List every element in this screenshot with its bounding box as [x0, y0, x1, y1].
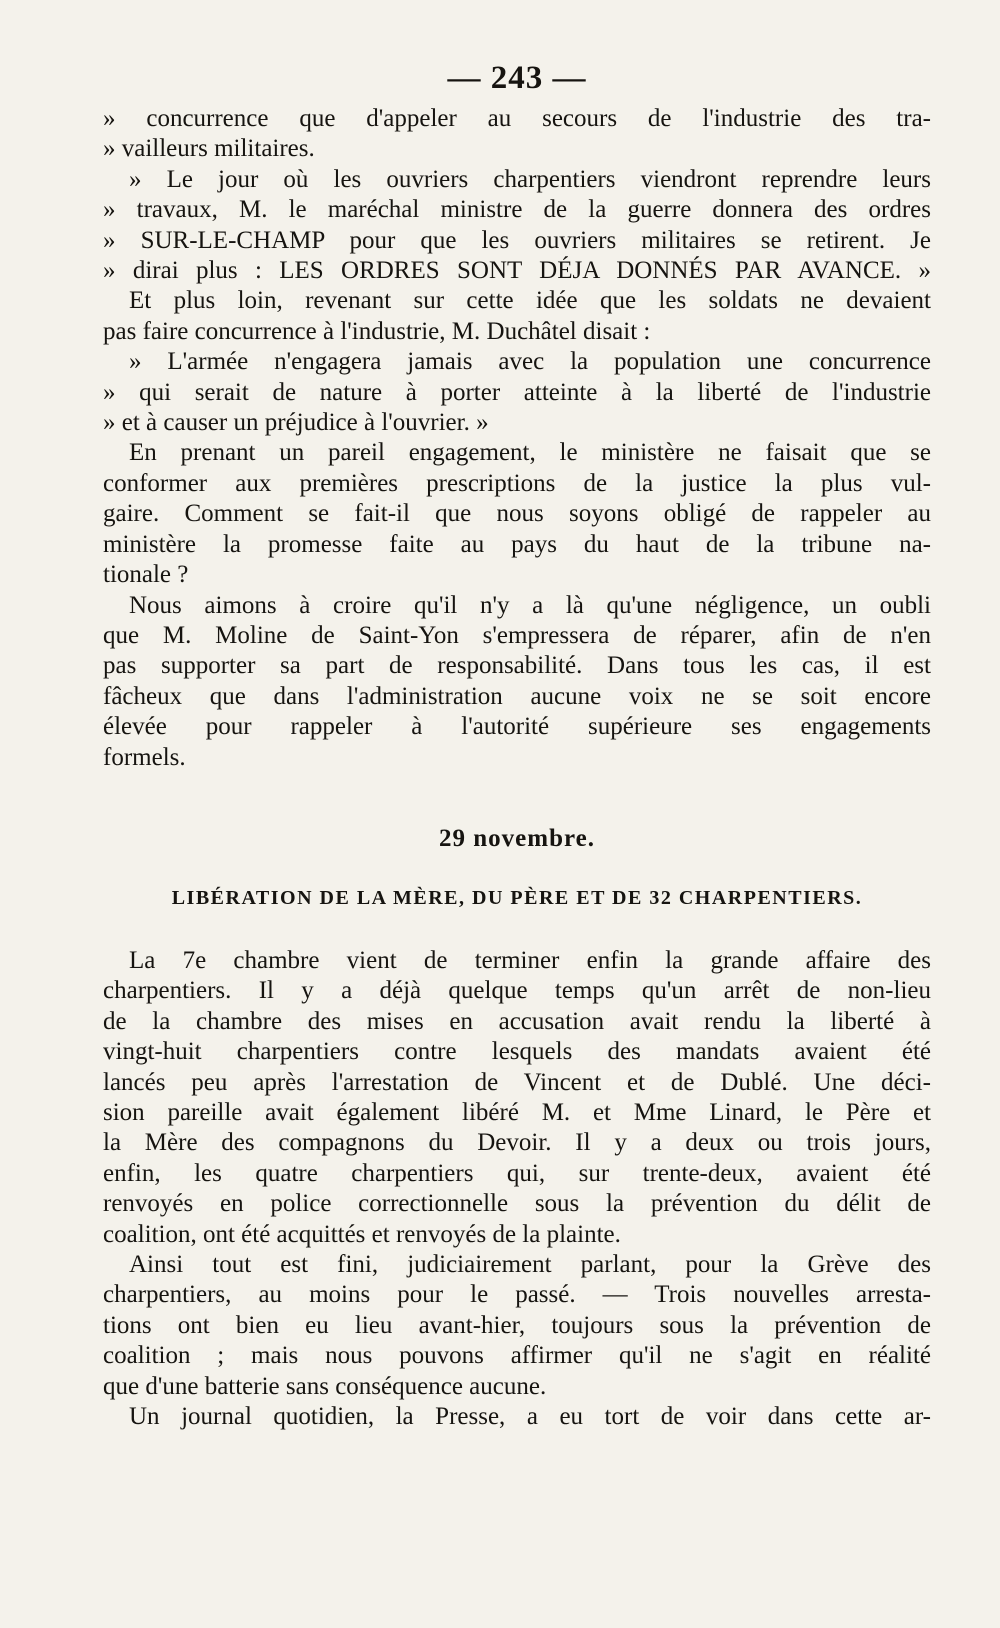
- text-line: » L'armée n'engagera jamais avec la population une concurrence: [129, 348, 931, 376]
- text-line: tionale ?: [103, 561, 189, 589]
- text-line: gaire. Comment se fait-il que nous soyons obligé de rappeler au: [103, 500, 931, 528]
- text-line: lancés peu après l'arrestation de Vincent et de Dublé. Une déci-: [103, 1068, 931, 1096]
- text-line: que M. Moline de Saint-Yon s'empressera de réparer, afin de n'en: [103, 621, 931, 649]
- date-heading: 29 novembre.: [439, 824, 595, 852]
- text-line: Nous aimons à croire qu'il n'y a là qu'une négligence, un oubli: [129, 591, 931, 619]
- text-line: » et à causer un préjudice à l'ouvrier. »: [103, 409, 489, 437]
- text-line: Et plus loin, revenant sur cette idée que les soldats ne devaient: [129, 287, 931, 315]
- text-line: Un journal quotidien, la Presse, a eu tort de voir dans cette ar-: [129, 1403, 931, 1431]
- text-line: La 7e chambre vient de terminer enfin la grande affaire des: [129, 946, 931, 974]
- text-line: » travaux, M. le maréchal ministre de la guerre donnera des ordres: [103, 196, 931, 224]
- text-line: » Le jour où les ouvriers charpentiers viendront reprendre leurs: [129, 165, 931, 193]
- text-line: sion pareille avait également libéré M. et Mme Linard, le Père et: [103, 1098, 931, 1126]
- text-line: » vailleurs militaires.: [103, 135, 315, 163]
- page-number: — 243 —: [447, 60, 587, 96]
- text-line: enfin, les quatre charpentiers qui, sur trente-deux, avaient été: [103, 1159, 931, 1187]
- bottom-text-block: [103, 946, 931, 1433]
- section-heading: LIBÉRATION DE LA MÈRE, DU PÈRE ET DE 32 CHARPENTIERS.: [171, 886, 863, 909]
- text-line: » concurrence que d'appeler au secours de l'industrie des tra-: [103, 105, 931, 132]
- text-line: vingt-huit charpentiers contre lesquels des mandats avaient été: [103, 1038, 931, 1066]
- text-line: charpentiers, au moins pour le passé. — Trois nouvelles arresta-: [103, 1281, 931, 1309]
- top-text-block: [103, 104, 931, 773]
- text-line: coalition, ont été acquittés et renvoyés de la plainte.: [103, 1220, 621, 1248]
- text-line: de la chambre des mises en accusation avait rendu la liberté à: [103, 1007, 931, 1035]
- text-line: En prenant un pareil engagement, le ministère ne faisait que se: [129, 439, 931, 467]
- text-line: charpentiers. Il y a déjà quelque temps qu'un arrêt de non-lieu: [103, 977, 931, 1005]
- text-line: pas faire concurrence à l'industrie, M. Duchâtel disait :: [103, 317, 651, 345]
- text-line: élevée pour rappeler à l'autorité supérieure ses engagements: [103, 713, 931, 741]
- text-line: Ainsi tout est fini, judiciairement parlant, pour la Grève des: [129, 1251, 931, 1278]
- text-line: » SUR-LE-CHAMP pour que les ouvriers militaires se retirent. Je: [103, 226, 931, 254]
- text-line: pas supporter sa part de responsabilité. Dans tous les cas, il est: [103, 652, 931, 680]
- text-line: renvoyés en police correctionnelle sous la prévention du délit de: [103, 1190, 931, 1218]
- text-line: coalition ; mais nous pouvons affirmer qu'il ne s'agit en réalité: [103, 1342, 931, 1370]
- text-line: formels.: [103, 743, 186, 771]
- text-line: fâcheux que dans l'administration aucune voix ne se soit encore: [103, 682, 931, 710]
- text-column: [103, 58, 931, 1432]
- text-line: » qui serait de nature à porter atteinte à la liberté de l'industrie: [103, 378, 931, 406]
- text-line: conformer aux premières prescriptions de la justice la plus vul-: [103, 469, 931, 497]
- text-line: ministère la promesse faite au pays du haut de la tribune na-: [103, 530, 931, 558]
- text-line: que d'une batterie sans conséquence aucune.: [103, 1372, 547, 1400]
- text-line: » dirai plus : LES ORDRES SONT DÉJA DONNÉS PAR AVANCE. »: [103, 257, 931, 285]
- text-line: la Mère des compagnons du Devoir. Il y a deux ou trois jours,: [103, 1129, 931, 1157]
- text-line: tions ont bien eu lieu avant-hier, toujours sous la prévention de: [103, 1311, 931, 1339]
